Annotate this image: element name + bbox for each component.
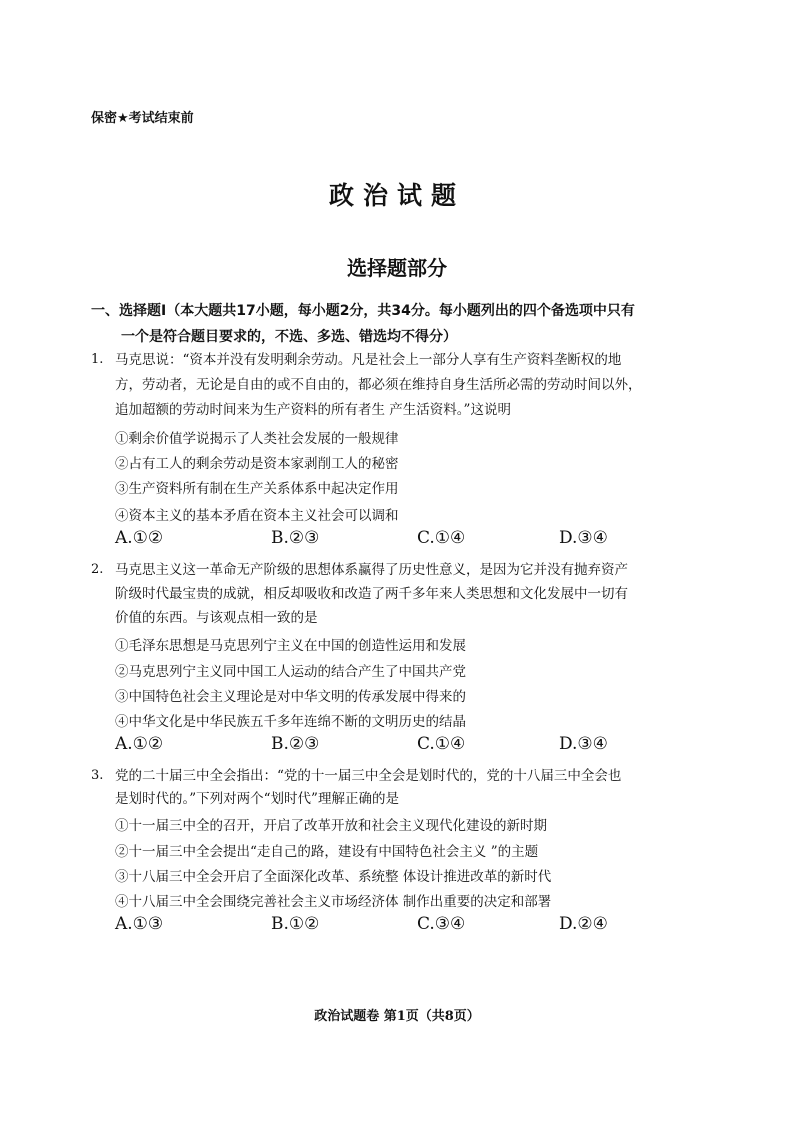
statement-item: ①十一届三中全的召开，开启了改革开放和社会主义现代化建设的新时期: [115, 818, 547, 834]
question-stem-line: 方，劳动者，无论是自由的或不自由的，都必须在维持自身生活所必需的劳动时间以外，: [115, 377, 642, 393]
answer-option-d: D.②④: [559, 914, 608, 934]
question-number: 3.: [91, 768, 104, 783]
statement-item: ②马克思列宁主义同中国工人运动的结合产生了中国共产党: [115, 664, 466, 680]
statement-item: ③十八届三中全会开启了全面深化改革、系统整 体设计推进改革的新时代: [115, 869, 552, 885]
question-stem-line: 是划时代的。”下列对两个“划时代”理解正确的是: [115, 791, 399, 807]
question-stem-line: 马克思说：“资本并没有发明剩余劳动。凡是社会上一部分人享有生产资料垄断权的地: [115, 352, 622, 368]
question-number: 1.: [91, 352, 104, 367]
answer-option-a: A.①②: [115, 734, 164, 754]
confidential-label: 保密★考试结束前: [91, 111, 194, 126]
question-stem-line: 党的二十届三中全会指出：“党的十一届三中全会是划时代的，党的十八届三中全会也: [115, 768, 622, 784]
question-number: 2.: [91, 562, 104, 577]
answer-option-b: B.①②: [271, 914, 320, 934]
question-stem-line: 阶级时代最宝贵的成就，相反却吸收和改造了两千多年来人类思想和文化发展中一切有: [115, 586, 628, 602]
statement-item: ④十八届三中全会围绕完善社会主义市场经济体 制作出重要的决定和部署: [115, 894, 552, 910]
statement-item: ②占有工人的剩余劳动是资本家剥削工人的秘密: [115, 456, 399, 472]
statement-item: ③生产资料所有制在生产关系体系中起决定作用: [115, 481, 399, 497]
statement-item: ④资本主义的基本矛盾在资本主义社会可以调和: [115, 508, 399, 524]
page-title: 政治试题: [328, 181, 465, 210]
question-stem-line: 价值的东西。与该观点相一致的是: [115, 610, 318, 626]
statement-item: ②十一届三中全会提出“走自己的路，建设有中国特色社会主义 ”的主题: [115, 844, 539, 860]
section-instructions-line-1: 一、选择题I（本大题共17小题，每小题2分，共34分。每小题列出的四个备选项中只有: [91, 303, 635, 319]
answer-option-c: C.③④: [417, 914, 466, 934]
answer-option-c: C.①④: [417, 528, 466, 548]
statement-item: ③中国特色社会主义理论是对中华文明的传承发展中得来的: [115, 689, 466, 705]
section-subtitle: 选择题部分: [347, 256, 447, 280]
question-stem-line: 追加超额的劳动时间来为生产资料的所有者生 产生活资料。”这说明: [115, 402, 511, 418]
answer-option-a: A.①③: [115, 914, 164, 934]
section-instructions-line-2: 一个是符合题目要求的，不选、多选、错选均不得分）: [121, 329, 457, 345]
section-instructions: [91, 298, 711, 350]
answer-option-d: D.③④: [559, 528, 608, 548]
statement-item: ①剩余价值学说揭示了人类社会发展的一般规律: [115, 431, 399, 447]
answer-option-a: A.①②: [115, 528, 164, 548]
answer-option-d: D.③④: [559, 734, 608, 754]
question-stem-line: 马克思主义这一革命无产阶级的思想体系赢得了历史性意义，是因为它并没有抛弃资产: [115, 562, 628, 578]
statement-item: ④中华文化是中华民族五千多年连绵不断的文明历史的结晶: [115, 714, 466, 730]
answer-option-c: C.①④: [417, 734, 466, 754]
answer-option-b: B.②③: [271, 528, 320, 548]
statement-item: ①毛泽东思想是马克思列宁主义在中国的创造性运用和发展: [115, 638, 466, 654]
answer-option-b: B.②③: [271, 734, 320, 754]
page-footer: 政治试题卷 第1页（共8页）: [314, 1009, 480, 1024]
